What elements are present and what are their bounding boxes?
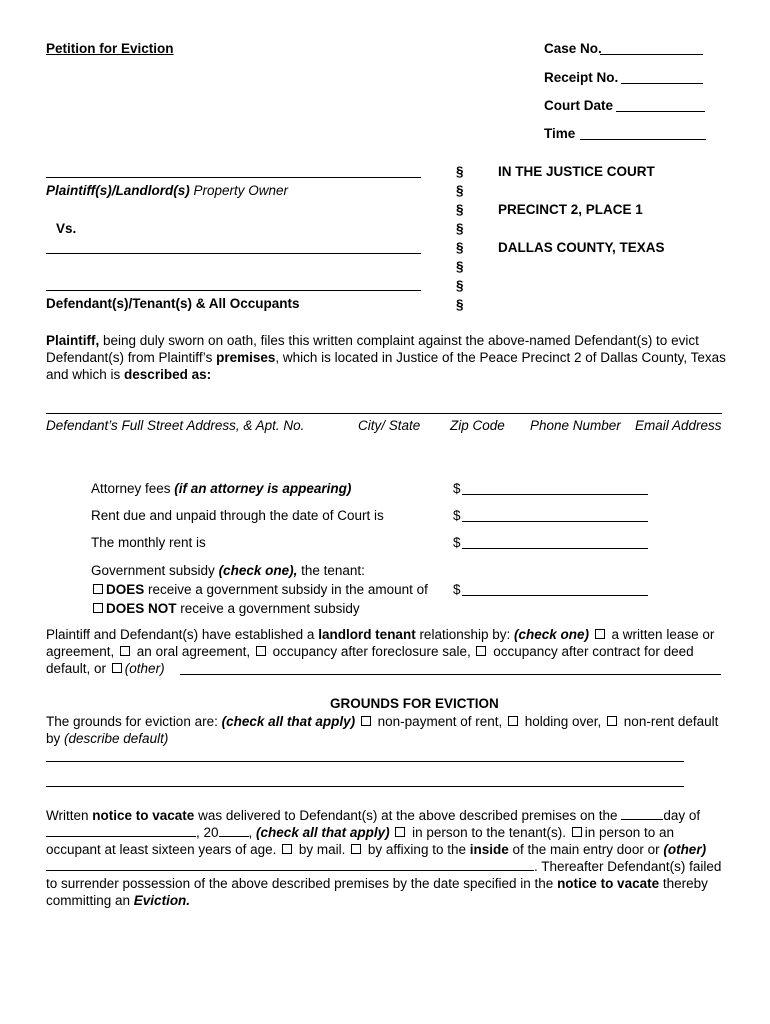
notice-year-field[interactable] — [219, 824, 249, 837]
section-symbol: § — [456, 164, 464, 179]
section-symbol: § — [456, 278, 464, 293]
section-symbol-column — [456, 162, 464, 314]
defendant-name-field-2[interactable] — [46, 290, 421, 291]
subsidy-does-not-option: DOES NOT receive a government subsidy — [91, 601, 360, 616]
section-symbol: § — [456, 183, 464, 198]
section-symbol: § — [456, 221, 464, 236]
address-field[interactable] — [46, 413, 722, 414]
foreclosure-checkbox[interactable] — [256, 646, 266, 656]
section-symbol: § — [456, 202, 464, 217]
other-relationship-checkbox[interactable] — [112, 663, 122, 673]
grounds-heading: GROUNDS FOR EVICTION — [330, 696, 499, 711]
subsidy-does-not-checkbox[interactable] — [93, 603, 103, 613]
defendant-name-field-1[interactable] — [46, 253, 421, 254]
case-no-label: Case No. — [544, 41, 602, 56]
receipt-no-field[interactable] — [621, 83, 703, 84]
default-description-field-2[interactable] — [46, 786, 684, 787]
rent-due-dollar: $ — [453, 508, 461, 523]
intro-paragraph: Plaintiff, being duly sworn on oath, files this written complaint against the above-named Defendant(s) to evict Defendant(s) from Plaintiff’s premises, which is located in Justice of the Peace Precinct 2 of Dallas County, Texas and which is described as: — [46, 333, 726, 382]
rent-due-field[interactable] — [462, 521, 648, 522]
address-street-label: Defendant’s Full Street Address, & Apt. No. — [46, 418, 305, 433]
court-date-field[interactable] — [616, 111, 705, 112]
section-symbol: § — [456, 259, 464, 274]
other-relationship-field[interactable] — [180, 674, 721, 675]
receipt-no-label: Receipt No. — [544, 70, 619, 85]
case-no-field[interactable] — [600, 54, 703, 55]
address-email-label: Email Address — [635, 418, 722, 433]
written-lease-checkbox[interactable] — [595, 629, 605, 639]
attorney-fees-dollar: $ — [453, 481, 461, 496]
monthly-rent-dollar: $ — [453, 535, 461, 550]
notice-paragraph: Written notice to vacate was delivered to Defendant(s) at the above described premises on the day of , 20 , (check all that apply) in person to the tenant(s). in person to an occupant at least sixteen years of age. by mail. by affixing to the inside of the main entry door or (other) . Thereafter Defendant(s) failed to surrender possession of the above described premises by the date specified in the notice to vacate thereby committing an Eviction. — [46, 808, 722, 908]
court-date-label: Court Date — [544, 98, 614, 113]
court-precinct: PRECINCT 2, PLACE 1 — [498, 202, 643, 217]
monthly-rent-field[interactable] — [462, 548, 648, 549]
in-person-tenant-checkbox[interactable] — [395, 827, 405, 837]
plaintiff-label: Plaintiff(s)/Landlord(s) Property Owner — [46, 183, 289, 198]
rent-due-label: Rent due and unpaid through the date of Court is — [91, 508, 384, 523]
in-person-occupant-checkbox[interactable] — [572, 827, 582, 837]
non-payment-checkbox[interactable] — [361, 716, 371, 726]
affixing-checkbox[interactable] — [351, 844, 361, 854]
subsidy-amount-field[interactable] — [462, 595, 648, 596]
monthly-rent-label: The monthly rent is — [91, 535, 206, 550]
contract-for-deed-checkbox[interactable] — [476, 646, 486, 656]
vs-label: Vs. — [56, 221, 77, 236]
oral-agreement-checkbox[interactable] — [120, 646, 130, 656]
defendant-label: Defendant(s)/Tenant(s) & All Occupants — [46, 296, 300, 311]
address-zip-label: Zip Code — [450, 418, 505, 433]
by-mail-checkbox[interactable] — [282, 844, 292, 854]
notice-month-field[interactable] — [46, 824, 196, 837]
holding-over-checkbox[interactable] — [508, 716, 518, 726]
notice-other-field[interactable] — [46, 858, 534, 871]
subsidy-dollar: $ — [453, 582, 461, 597]
address-phone-label: Phone Number — [530, 418, 621, 433]
subsidy-does-checkbox[interactable] — [93, 584, 103, 594]
page-title: Petition for Eviction — [46, 41, 174, 56]
non-rent-default-checkbox[interactable] — [607, 716, 617, 726]
plaintiff-name-field[interactable] — [46, 177, 421, 178]
subsidy-does-option: DOES receive a government subsidy in the amount of — [91, 582, 428, 597]
address-city-label: City/ State — [358, 418, 421, 433]
attorney-fees-field[interactable] — [462, 494, 648, 495]
subsidy-label: Government subsidy (check one), the tenant: — [91, 563, 365, 578]
time-field[interactable] — [580, 139, 706, 140]
attorney-fees-label: Attorney fees (if an attorney is appearing) — [91, 481, 352, 496]
notice-day-field[interactable] — [621, 807, 663, 820]
section-symbol: § — [456, 297, 464, 312]
grounds-paragraph: The grounds for eviction are: (check all that apply) non-payment of rent, holding over, non-rent default by (describe default) — [46, 714, 719, 746]
section-symbol: § — [456, 240, 464, 255]
time-label: Time — [544, 126, 576, 141]
court-name: IN THE JUSTICE COURT — [498, 164, 655, 179]
court-county: DALLAS COUNTY, TEXAS — [498, 240, 665, 255]
default-description-field-1[interactable] — [46, 761, 684, 762]
relationship-paragraph: Plaintiff and Defendant(s) have established a landlord tenant relationship by: (check one) a written lease or agreement, an oral agreement, occupancy after foreclosure sale, occupancy after contract for deed default, or (other) — [46, 627, 715, 676]
